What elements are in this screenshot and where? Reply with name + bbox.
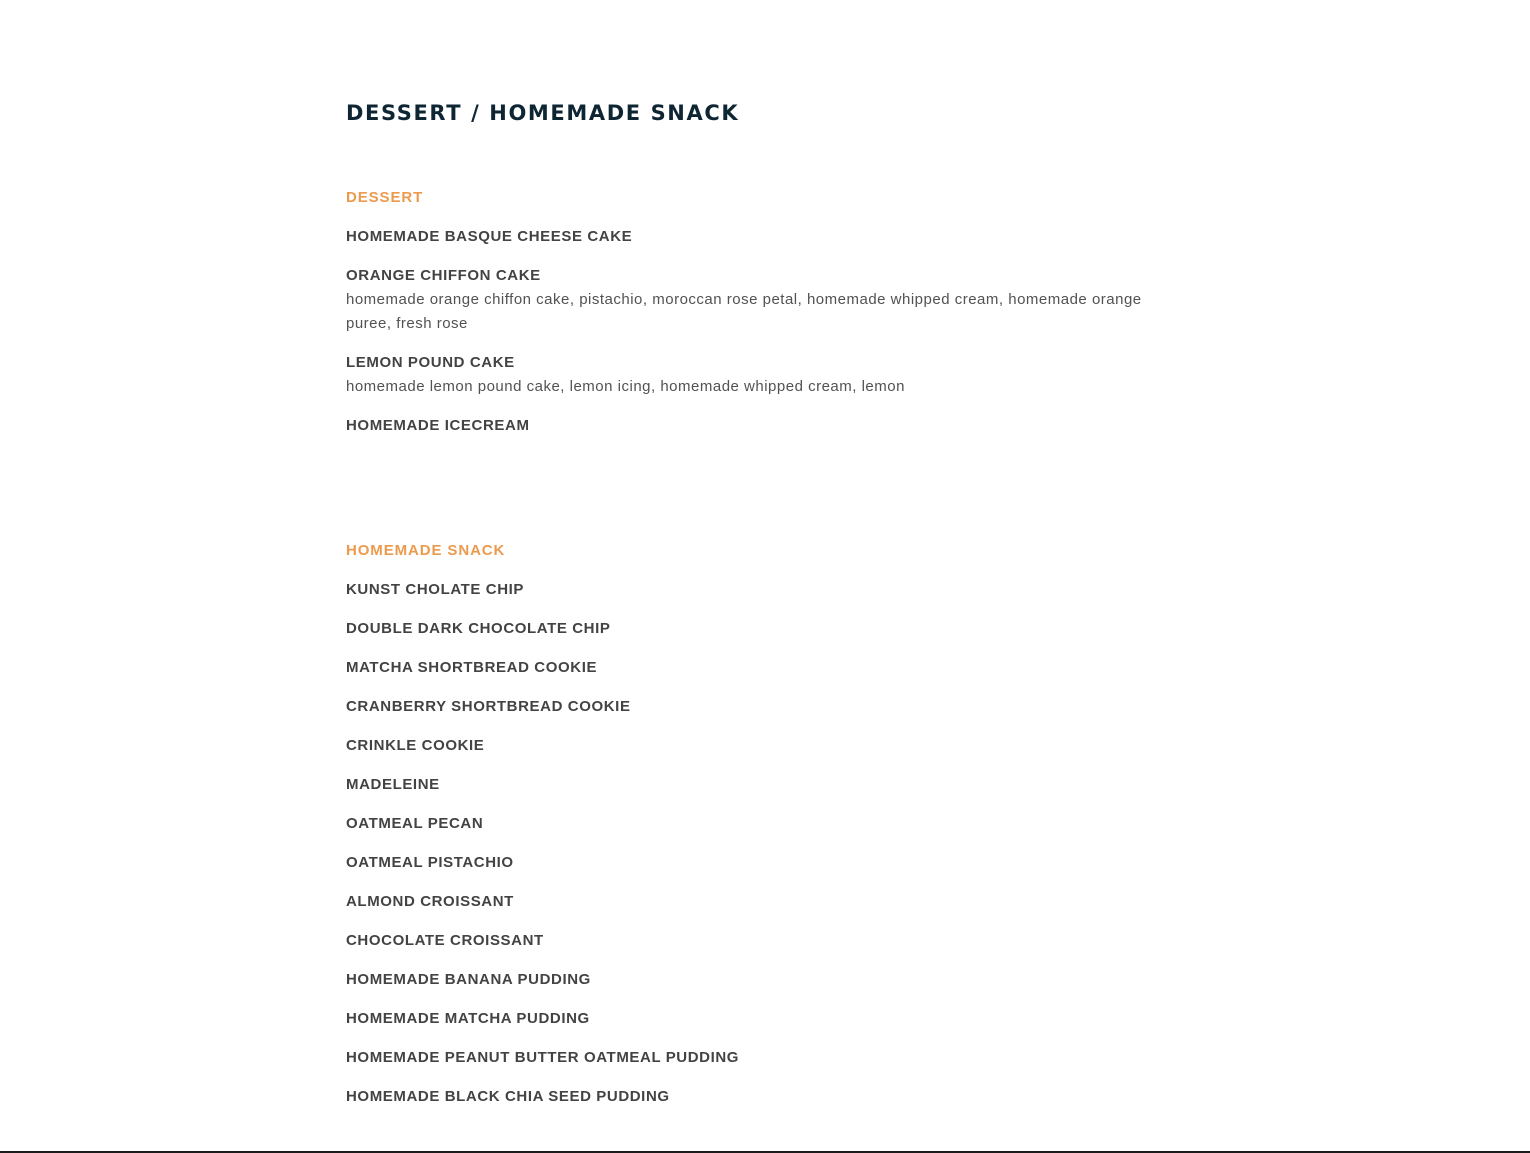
menu-item [346,580,1186,600]
menu-item [346,892,1186,912]
menu-item [346,1087,1186,1107]
menu-item [346,1048,1186,1068]
menu-item-list [346,227,1186,436]
menu-item [346,266,1186,336]
menu-item [346,619,1186,639]
menu-item-name: OATMEAL PECAN [346,815,484,832]
menu-item-name: HOMEMADE PEANUT BUTTER OATMEAL PUDDING [346,1049,740,1066]
menu-item-name: DOUBLE DARK CHOCOLATE CHIP [346,620,611,637]
menu-item-name: HOMEMADE BLACK CHIA SEED PUDDING [346,1088,670,1105]
menu-item [346,658,1186,678]
menu-item-name: CHOCOLATE CROISSANT [346,932,544,949]
menu-item [346,1009,1186,1029]
menu-item [346,970,1186,990]
menu-section-dessert [346,188,1186,436]
menu-item-name: CRANBERRY SHORTBREAD COOKIE [346,698,631,715]
menu-item [346,736,1186,756]
menu-item [346,353,1186,399]
menu-item-list [346,580,1186,1107]
menu-content [346,100,1186,1105]
section-label: DESSERT [346,189,424,206]
menu-item-name: MATCHA SHORTBREAD COOKIE [346,659,598,676]
menu-item-name: ALMOND CROISSANT [346,893,514,910]
menu-item [346,931,1186,951]
menu-item-name: CRINKLE COOKIE [346,737,485,754]
menu-section-homemade-snack [346,541,1186,1107]
menu-item-name: ORANGE CHIFFON CAKE [346,267,541,284]
menu-item [346,775,1186,795]
menu-item [346,853,1186,873]
section-label: HOMEMADE SNACK [346,542,506,559]
menu-item-name: HOMEMADE BANANA PUDDING [346,971,591,988]
menu-item [346,416,1186,436]
menu-item-description: homemade orange chiffon cake, pistachio, moroccan rose petal, homemade whipped cream, homemade orange puree, fresh rose [346,291,1142,332]
menu-item-name: HOMEMADE BASQUE CHEESE CAKE [346,228,633,245]
menu-item-name: OATMEAL PISTACHIO [346,854,514,871]
menu-item-name: KUNST CHOLATE CHIP [346,581,525,598]
menu-item [346,814,1186,834]
menu-item-description: homemade lemon pound cake, lemon icing, homemade whipped cream, lemon [346,378,905,395]
menu-item-name: LEMON POUND CAKE [346,354,515,371]
menu-item [346,697,1186,717]
menu-item [346,227,1186,247]
menu-item-name: MADELEINE [346,776,440,793]
menu-item-name: HOMEMADE MATCHA PUDDING [346,1010,590,1027]
menu-item-name: HOMEMADE ICECREAM [346,417,530,434]
page-title: DESSERT / HOMEMADE SNACK [346,101,740,125]
